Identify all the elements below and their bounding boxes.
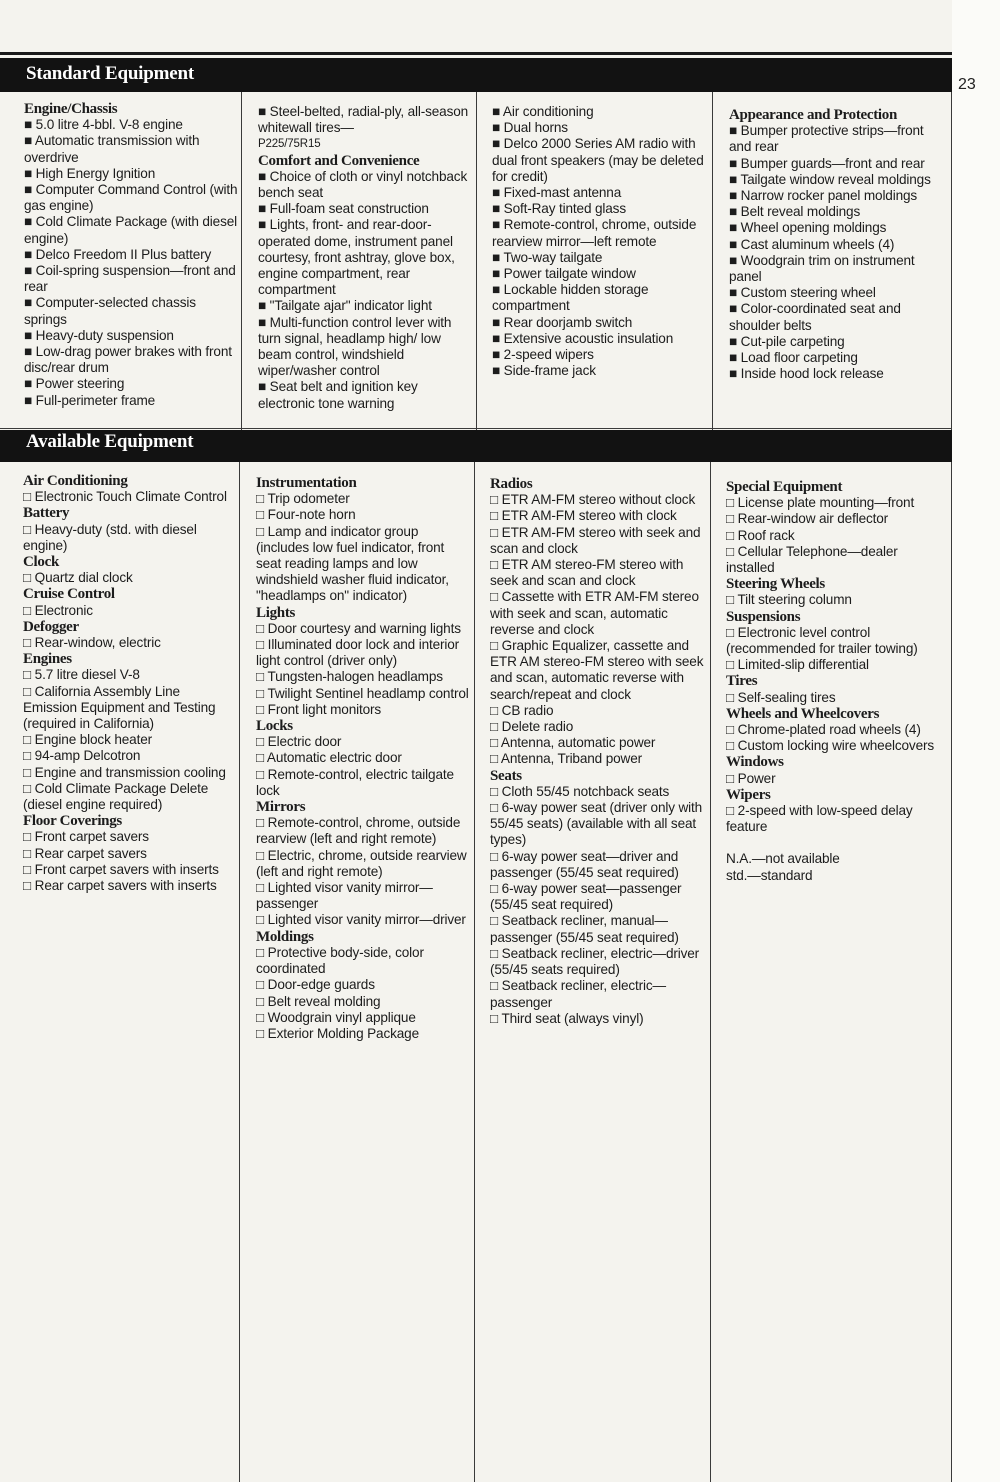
equipment-item: □ CB radio: [490, 702, 554, 718]
equipment-item: □ 2-speed with low-speed delay feature: [726, 803, 913, 835]
equipment-item: □ Power: [726, 770, 776, 786]
category-heading: Engine/Chassis: [24, 101, 118, 117]
category-heading: Mirrors: [256, 799, 306, 816]
equipment-item: ■ Two-way tailgate: [492, 249, 603, 265]
category-heading: Wipers: [726, 786, 771, 803]
category-heading: Instrumentation: [256, 475, 357, 491]
divider: [951, 92, 952, 430]
category-heading: Clock: [23, 554, 60, 571]
equipment-item: □ Electronic level control (recommended for trailer towing): [726, 624, 918, 657]
category-heading: Floor Coverings: [23, 813, 122, 830]
equipment-item: □ Door-edge guards: [256, 977, 375, 993]
category-heading: Special Equipment: [726, 479, 843, 495]
equipment-item: □ Cloth 55/45 notchback seats: [490, 783, 670, 799]
equipment-item: □ Chrome-plated road wheels (4): [726, 722, 921, 738]
equipment-item: □ Protective body-side, color coordinated: [256, 944, 424, 977]
equipment-item: ■ Automatic transmission with overdrive: [24, 133, 200, 165]
equipment-item: □ 6-way power seat—driver and passenger (55/45 seat required): [490, 848, 679, 880]
equipment-item: ■ Bumper protective strips—front and rear: [729, 123, 924, 155]
equipment-item: ■ 2-speed wipers: [492, 347, 594, 363]
standard-column-3: [492, 104, 706, 379]
equipment-item: □ Tungsten-halogen headlamps: [256, 669, 443, 685]
equipment-item: ■ Cold Climate Package (with diesel engine): [24, 214, 238, 246]
standard-equipment-header: [0, 58, 952, 92]
equipment-item: □ 94-amp Delcotron: [23, 748, 141, 764]
equipment-item: □ ETR AM-FM stereo without clock: [490, 492, 696, 508]
equipment-item: ■ Bumper guards—front and rear: [729, 155, 925, 171]
equipment-item: ■ Cut-pile carpeting: [729, 333, 845, 349]
equipment-item: ■ Coil-spring suspension—front and rear: [24, 263, 236, 295]
equipment-item: □ ETR AM-FM stereo with clock: [490, 508, 677, 524]
equipment-item: □ Electronic: [23, 602, 93, 618]
equipment-item: ■ Fixed-mast antenna: [492, 185, 622, 201]
divider: [239, 462, 240, 1482]
section-rule: [0, 428, 952, 429]
available-column-3: [490, 476, 706, 1027]
category-heading: Radios: [490, 476, 533, 492]
equipment-item: □ Limited-slip differential: [726, 657, 869, 673]
equipment-item: ■ Lights, front- and rear-door-operated dome, instrument panel courtesy, front ashtray, glove box, engine compartment, rear compartment: [258, 217, 455, 298]
equipment-item: □ Front carpet savers: [23, 829, 149, 845]
equipment-item: □ Front carpet savers with inserts: [23, 861, 219, 877]
divider: [712, 92, 713, 430]
equipment-item: □ Graphic Equalizer, cassette and ETR AM stereo-FM stereo with seek and scan, automatic reverse with search/repeat and clock: [490, 638, 704, 702]
equipment-item: □ Door courtesy and warning lights: [256, 620, 461, 636]
equipment-item: ■ 5.0 litre 4-bbl. V-8 engine: [24, 117, 183, 133]
category-heading: Seats: [490, 767, 522, 784]
equipment-item: □ Antenna, Triband power: [490, 751, 642, 767]
category-heading: Suspensions: [726, 608, 801, 625]
equipment-item: □ Lighted visor vanity mirror—passenger: [256, 880, 433, 912]
equipment-item: □ Delete radio: [490, 719, 574, 735]
equipment-item: □ Quartz dial clock: [23, 570, 133, 586]
category-heading: Steering Wheels: [726, 576, 825, 593]
equipment-item: □ ETR AM stereo-FM stereo with seek and scan and clock: [490, 557, 684, 589]
equipment-item: ■ High Energy Ignition: [24, 165, 156, 181]
equipment-item: ■ "Tailgate ajar" indicator light: [258, 298, 432, 314]
equipment-item: ■ Computer Command Control (with gas engine): [24, 182, 238, 214]
equipment-item: ■ Side-frame jack: [492, 363, 596, 379]
equipment-item: ■ Narrow rocker panel moldings: [729, 188, 918, 204]
equipment-item: □ Self-sealing tires: [726, 689, 836, 705]
equipment-item: ■ Remote-control, chrome, outside rearview mirror—left remote: [492, 217, 697, 249]
available-column-2: [256, 475, 471, 1042]
equipment-item: □ 6-way power seat (driver only with 55/45 seats) (available with all seat types): [490, 800, 703, 848]
equipment-item: ■ Inside hood lock release: [729, 366, 884, 382]
equipment-item: □ 6-way power seat—passenger (55/45 seat required): [490, 881, 682, 913]
top-rule: [0, 52, 952, 55]
equipment-item: □ Trip odometer: [256, 491, 350, 507]
equipment-item: ■ Color-coordinated seat and shoulder belts: [729, 301, 901, 333]
equipment-item: ■ Heavy-duty suspension: [24, 327, 174, 343]
available-equipment-title: Available Equipment: [26, 431, 194, 452]
category-heading: Air Conditioning: [23, 473, 128, 489]
equipment-item: ■ Load floor carpeting: [729, 350, 858, 366]
equipment-item: □ Third seat (always vinyl): [490, 1010, 644, 1026]
divider: [241, 92, 242, 430]
equipment-item: □ Tilt steering column: [726, 592, 852, 608]
equipment-item: □ Seatback recliner, manual—passenger (55/45 seat required): [490, 913, 679, 945]
tire-size: P225/75R15: [258, 138, 321, 151]
equipment-item: □ Rear carpet savers with inserts: [23, 878, 217, 894]
equipment-item: □ Lighted visor vanity mirror—driver: [256, 912, 466, 928]
equipment-item: □ Remote-control, electric tailgate lock: [256, 766, 454, 798]
equipment-item: ■ Dual horns: [492, 120, 568, 136]
equipment-item: ■ Rear doorjamb switch: [492, 314, 633, 330]
category-heading: Battery: [23, 505, 70, 522]
equipment-item: □ Rear-window air deflector: [726, 511, 889, 527]
category-heading: Engines: [23, 651, 72, 668]
equipment-item: □ Woodgrain vinyl applique: [256, 1009, 416, 1025]
category-heading: Moldings: [256, 928, 314, 945]
equipment-item: ■ Woodgrain trim on instrument panel: [729, 252, 915, 285]
equipment-item: □ Belt reveal molding: [256, 993, 381, 1009]
available-column-1: [23, 473, 237, 894]
category-heading: Wheels and Wheelcovers: [726, 705, 880, 722]
equipment-item: ■ Lockable hidden storage compartment: [492, 282, 649, 314]
equipment-item: □ Antenna, automatic power: [490, 735, 656, 751]
equipment-item: □ Automatic electric door: [256, 750, 402, 766]
equipment-item: □ Front light monitors: [256, 701, 382, 717]
divider: [474, 462, 475, 1482]
equipment-item: ■ Tailgate window reveal moldings: [729, 171, 931, 187]
equipment-item: □ Four-note horn: [256, 507, 356, 523]
standard-column-1: [24, 101, 238, 409]
spacer: [726, 835, 948, 851]
equipment-item: ■ Custom steering wheel: [729, 285, 876, 301]
available-column-4: [726, 479, 948, 884]
equipment-item: □ Rear carpet savers: [23, 845, 147, 861]
equipment-item: □ Cassette with ETR AM-FM stereo with seek and scan, automatic reverse and clock: [490, 589, 699, 637]
equipment-item: ■ Seat belt and ignition key electronic tone warning: [258, 379, 418, 411]
equipment-item: □ Twilight Sentinel headlamp control: [256, 685, 469, 701]
equipment-item: ■ Choice of cloth or vinyl notchback bench seat: [258, 168, 468, 201]
equipment-item: ■ Soft-Ray tinted glass: [492, 201, 626, 217]
equipment-item: □ Heavy-duty (std. with diesel engine): [23, 521, 197, 553]
standard-column-4: [729, 107, 947, 382]
category-heading: Lights: [256, 604, 296, 621]
equipment-item: □ Custom locking wire wheelcovers: [726, 738, 934, 754]
available-equipment-header: [0, 430, 952, 462]
category-heading: Locks: [256, 718, 293, 735]
equipment-item: □ Lamp and indicator group (includes low fuel indicator, front seat reading lamps and low windshield washer fluid indicator, "headlamps on" indicator): [256, 523, 449, 604]
equipment-item: ■ Air conditioning: [492, 104, 594, 119]
equipment-item: □ License plate mounting—front: [726, 495, 915, 511]
equipment-item: □ Electric, chrome, outside rearview (left and right remote): [256, 847, 467, 879]
equipment-item: □ Rear-window, electric: [23, 635, 161, 651]
page-margin: [952, 0, 1000, 1482]
page-number: 23: [958, 76, 976, 93]
equipment-item: ■ Power tailgate window: [492, 266, 636, 282]
equipment-item: □ Remote-control, chrome, outside rearview (left and right remote): [256, 815, 461, 847]
category-heading: Defogger: [23, 618, 79, 635]
equipment-item: □ Cellular Telephone—dealer installed: [726, 543, 898, 576]
equipment-item: ■ Computer-selected chassis springs: [24, 295, 196, 327]
category-heading: Cruise Control: [23, 586, 115, 603]
equipment-item: □ Exterior Molding Package: [256, 1025, 419, 1041]
equipment-item: □ Roof rack: [726, 527, 795, 543]
category-heading: Comfort and Convenience: [258, 152, 420, 169]
equipment-item: ■ Low-drag power brakes with front disc/rear drum: [24, 344, 232, 376]
divider: [476, 92, 477, 430]
equipment-item: ■ Full-foam seat construction: [258, 201, 429, 217]
equipment-item: ■ Wheel opening moldings: [729, 220, 887, 236]
equipment-item: N.A.—not available: [726, 851, 840, 867]
equipment-item: ■ Delco 2000 Series AM radio with dual front speakers (may be deleted for credit): [492, 136, 704, 184]
equipment-item: ■ Extensive acoustic insulation: [492, 330, 674, 346]
equipment-item: □ Seatback recliner, electric—passenger: [490, 978, 666, 1010]
equipment-item: ■ Belt reveal moldings: [729, 204, 861, 220]
equipment-item: ■ Steel-belted, radial-ply, all-season whitewall tires—: [258, 104, 469, 136]
standard-equipment-title: Standard Equipment: [26, 63, 194, 84]
equipment-item: □ Electronic Touch Climate Control: [23, 489, 227, 505]
equipment-item: ■ Delco Freedom II Plus battery: [24, 246, 212, 262]
category-heading: Tires: [726, 673, 758, 690]
equipment-item: std.—standard: [726, 867, 813, 883]
divider: [951, 462, 952, 1482]
equipment-item: ■ Multi-function control lever with turn signal, headlamp high/ low beam control, windshield wiper/washer control: [258, 314, 452, 379]
equipment-item: □ Engine and transmission cooling: [23, 764, 226, 780]
equipment-item: ■ Cast aluminum wheels (4): [729, 236, 895, 252]
equipment-item: □ Illuminated door lock and interior light control (driver only): [256, 637, 460, 669]
equipment-item: □ Cold Climate Package Delete (diesel engine required): [23, 780, 209, 813]
equipment-item: □ California Assembly Line Emission Equipment and Testing (required in California): [23, 683, 216, 732]
equipment-item: □ Seatback recliner, electric—driver (55/45 seats required): [490, 945, 700, 978]
equipment-item: □ 5.7 litre diesel V-8: [23, 667, 140, 683]
equipment-item: □ Electric door: [256, 734, 342, 750]
divider: [710, 462, 711, 1482]
equipment-item: ■ Full-perimeter frame: [24, 392, 156, 408]
standard-column-2: [258, 104, 472, 412]
category-heading: Windows: [726, 754, 784, 771]
equipment-item: □ Engine block heater: [23, 732, 152, 748]
equipment-item: □ ETR AM-FM stereo with seek and scan and clock: [490, 524, 701, 556]
category-heading: Appearance and Protection: [729, 107, 898, 123]
equipment-item: ■ Power steering: [24, 376, 125, 392]
